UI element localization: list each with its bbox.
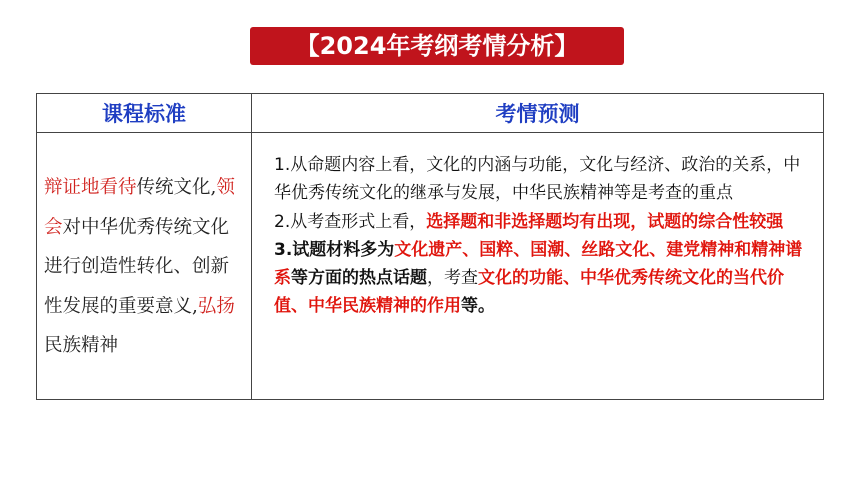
column-header-prediction: 考情预测 (252, 94, 824, 133)
prediction-item-3-suffix: 等。 (461, 296, 495, 317)
standard-text-1: 传统文化, (136, 177, 217, 198)
prediction-item-3-prefix: 3.试题材料多为 (274, 239, 395, 260)
prediction-item-3-highlight-2: 文化的功能、中华优秀传统文化的当代价值、中华民族精神的作用 (274, 268, 784, 317)
page-title-banner: 【2024年考纲考情分析】 (250, 27, 624, 65)
column-header-standard: 课程标准 (37, 94, 252, 133)
analysis-table (36, 93, 824, 400)
prediction-text (252, 133, 823, 321)
prediction-item-3-middle: ，考查 (427, 268, 478, 289)
prediction-item-3-middle-bold: 等方面的热点话题 (291, 268, 427, 289)
standard-text-3: 民族精神 (44, 335, 119, 356)
table-row (37, 133, 824, 400)
prediction-item-3-highlight-1: 文化遗产、国粹、国潮、丝路文化、建党精神和精神谱系 (274, 239, 803, 289)
standard-text (37, 133, 251, 366)
standard-keyword-3: 弘扬 (197, 295, 235, 317)
table-header-row (37, 94, 824, 133)
prediction-cell (252, 133, 824, 400)
prediction-item-2-prefix: 2.从考查形式上看， (274, 211, 427, 232)
prediction-item-2 (267, 208, 807, 236)
prediction-item-1: 1.从命题内容上看，文化的内涵与功能，文化与经济、政治的关系，中华优秀传统文化的继承与发展，中华民族精神等是考查的重点 (274, 155, 801, 204)
standard-keyword-1: 辩证地看待 (44, 177, 137, 198)
standard-text-2: 对中华优秀传统文化进行创造性转化、创新性发展的重要意义, (44, 216, 230, 317)
standard-keyword-2: 领会 (44, 177, 235, 238)
prediction-item-3 (267, 236, 807, 321)
prediction-item-2-highlight: 选择题和非选择题均有出现，试题的综合性较强 (426, 211, 784, 232)
standard-cell (37, 133, 252, 400)
